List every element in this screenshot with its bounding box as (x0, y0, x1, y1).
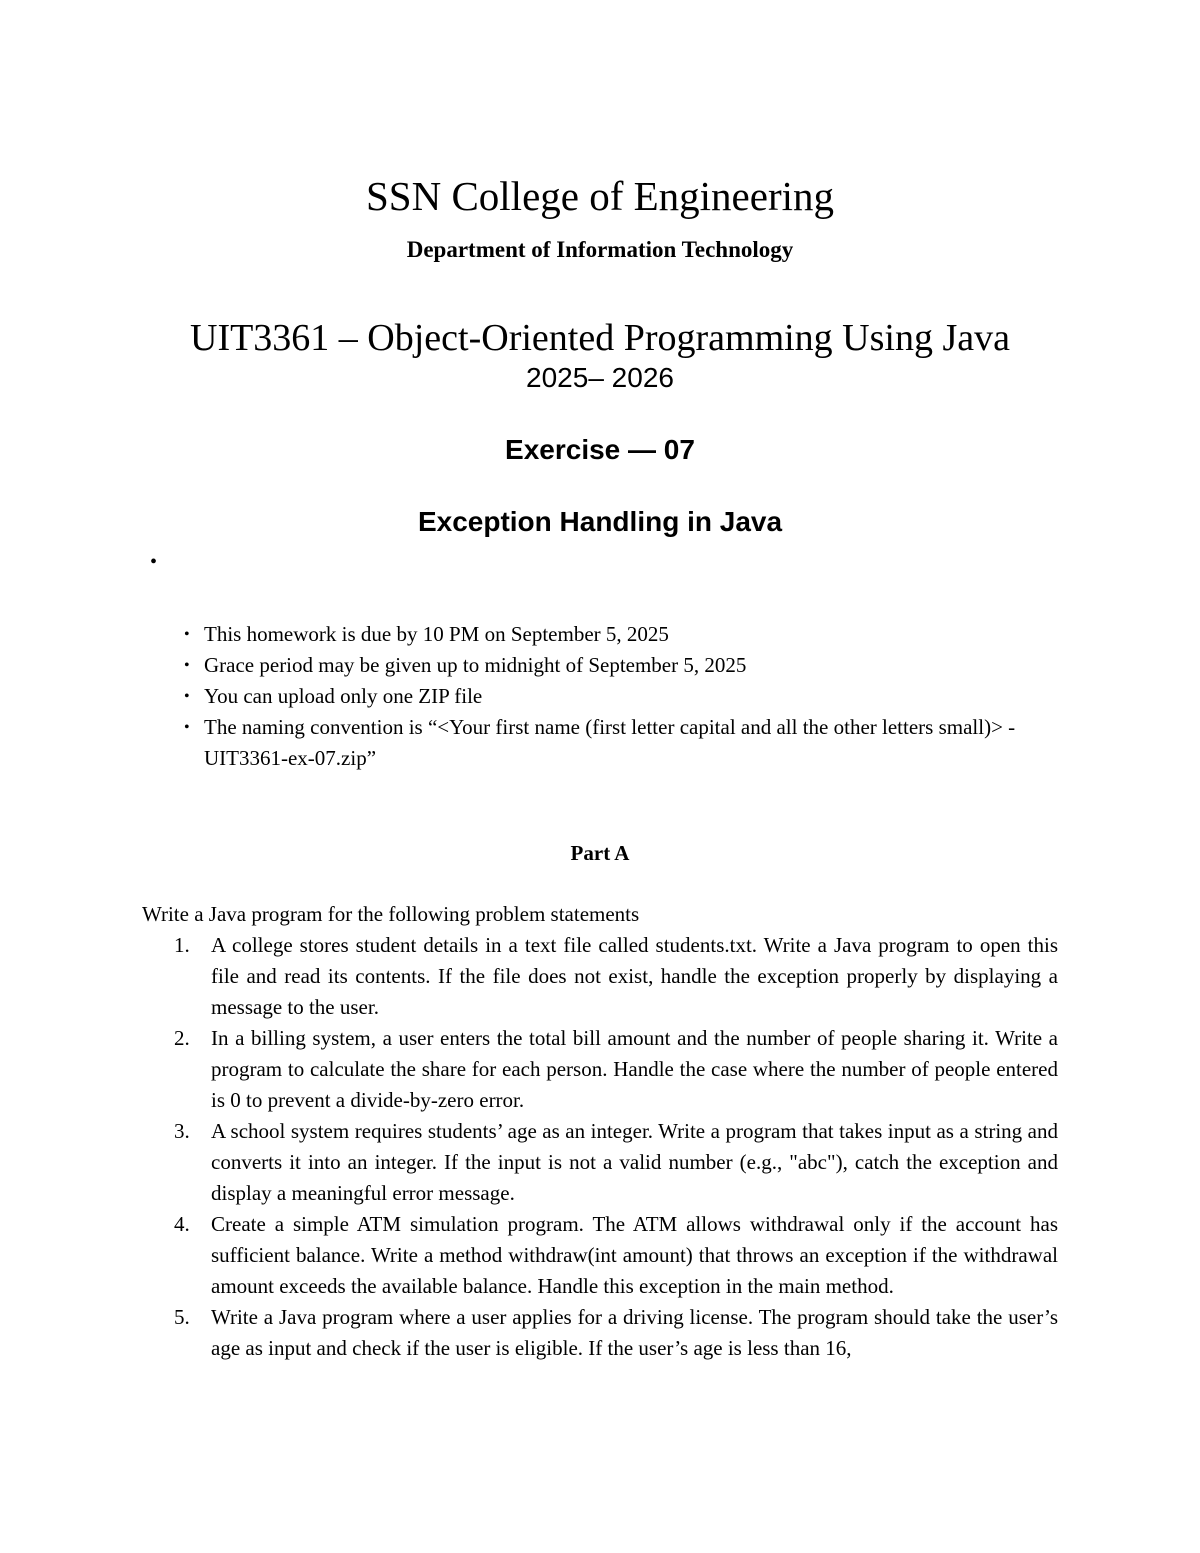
instruction-item (184, 712, 1064, 774)
instruction-item (184, 619, 1064, 650)
problem-number: 3. (174, 1119, 190, 1143)
problem-text: Write a Java program where a user applies for a driving license. The program should take the user’s age as input and check if the user is eligible. If the user’s age is less than 16, (211, 1305, 1058, 1360)
academic-year: 2025– 2026 (526, 362, 674, 393)
instruction-text: You can upload only one ZIP file (204, 684, 483, 708)
problem-item (170, 1209, 1058, 1302)
instruction-text: The naming convention is “<Your first name (first letter capital and all the other letters small)> - UIT3361-ex-07.zip” (204, 715, 1016, 770)
problem-item (170, 1116, 1058, 1209)
problem-number: 1. (174, 933, 190, 957)
bullet-icon: • (184, 626, 190, 643)
bullet-icon: • (184, 719, 190, 736)
problems-intro: Write a Java program for the following problem statements (142, 902, 640, 926)
college-name: SSN College of Engineering (365, 173, 835, 219)
problem-text: A school system requires students’ age as an integer. Write a program that takes input as a string and converts it into an integer. If the input is not a valid number (e.g., "abc"), catch the exception and display a meaningful error message. (211, 1119, 1058, 1205)
problem-text: A college stores student details in a text file called students.txt. Write a Java program to open this file and read its contents. If the file does not exist, handle the exception properly by displaying a message to the user. (211, 933, 1058, 1019)
department-name: Department of Information Technology (406, 237, 794, 262)
problem-item (170, 1023, 1058, 1116)
problem-text: In a billing system, a user enters the total bill amount and the number of people sharing it. Write a program to calculate the share for each person. Handle the case where the number of people entered is 0 to prevent a divide-by-zero error. (211, 1026, 1058, 1112)
problem-number: 4. (174, 1212, 190, 1236)
instruction-text: This homework is due by 10 PM on September 5, 2025 (204, 622, 669, 646)
bullet-icon: • (184, 688, 190, 705)
problem-item (170, 930, 1058, 1023)
exercise-number: Exercise — 07 (505, 434, 695, 465)
exercise-topic: Exception Handling in Java (417, 506, 783, 537)
instructions-list (184, 619, 1064, 774)
part-heading: Part A (570, 841, 630, 865)
problem-number: 2. (174, 1026, 190, 1050)
problem-list (170, 930, 1058, 1364)
instruction-item (184, 681, 1064, 712)
stray-bullet: • (150, 551, 158, 573)
course-title: UIT3361 – Object-Oriented Programming Using Java (190, 317, 1010, 359)
instruction-text: Grace period may be given up to midnight of September 5, 2025 (204, 653, 747, 677)
problem-number: 5. (174, 1305, 190, 1329)
bullet-icon: • (184, 657, 190, 674)
problem-text: Create a simple ATM simulation program. The ATM allows withdrawal only if the account has sufficient balance. Write a method withdraw(int amount) that throws an exception if the withdrawal amount exceeds the available balance. Handle this exception in the main method. (211, 1212, 1058, 1298)
problem-item (170, 1302, 1058, 1364)
instruction-item (184, 650, 1064, 681)
